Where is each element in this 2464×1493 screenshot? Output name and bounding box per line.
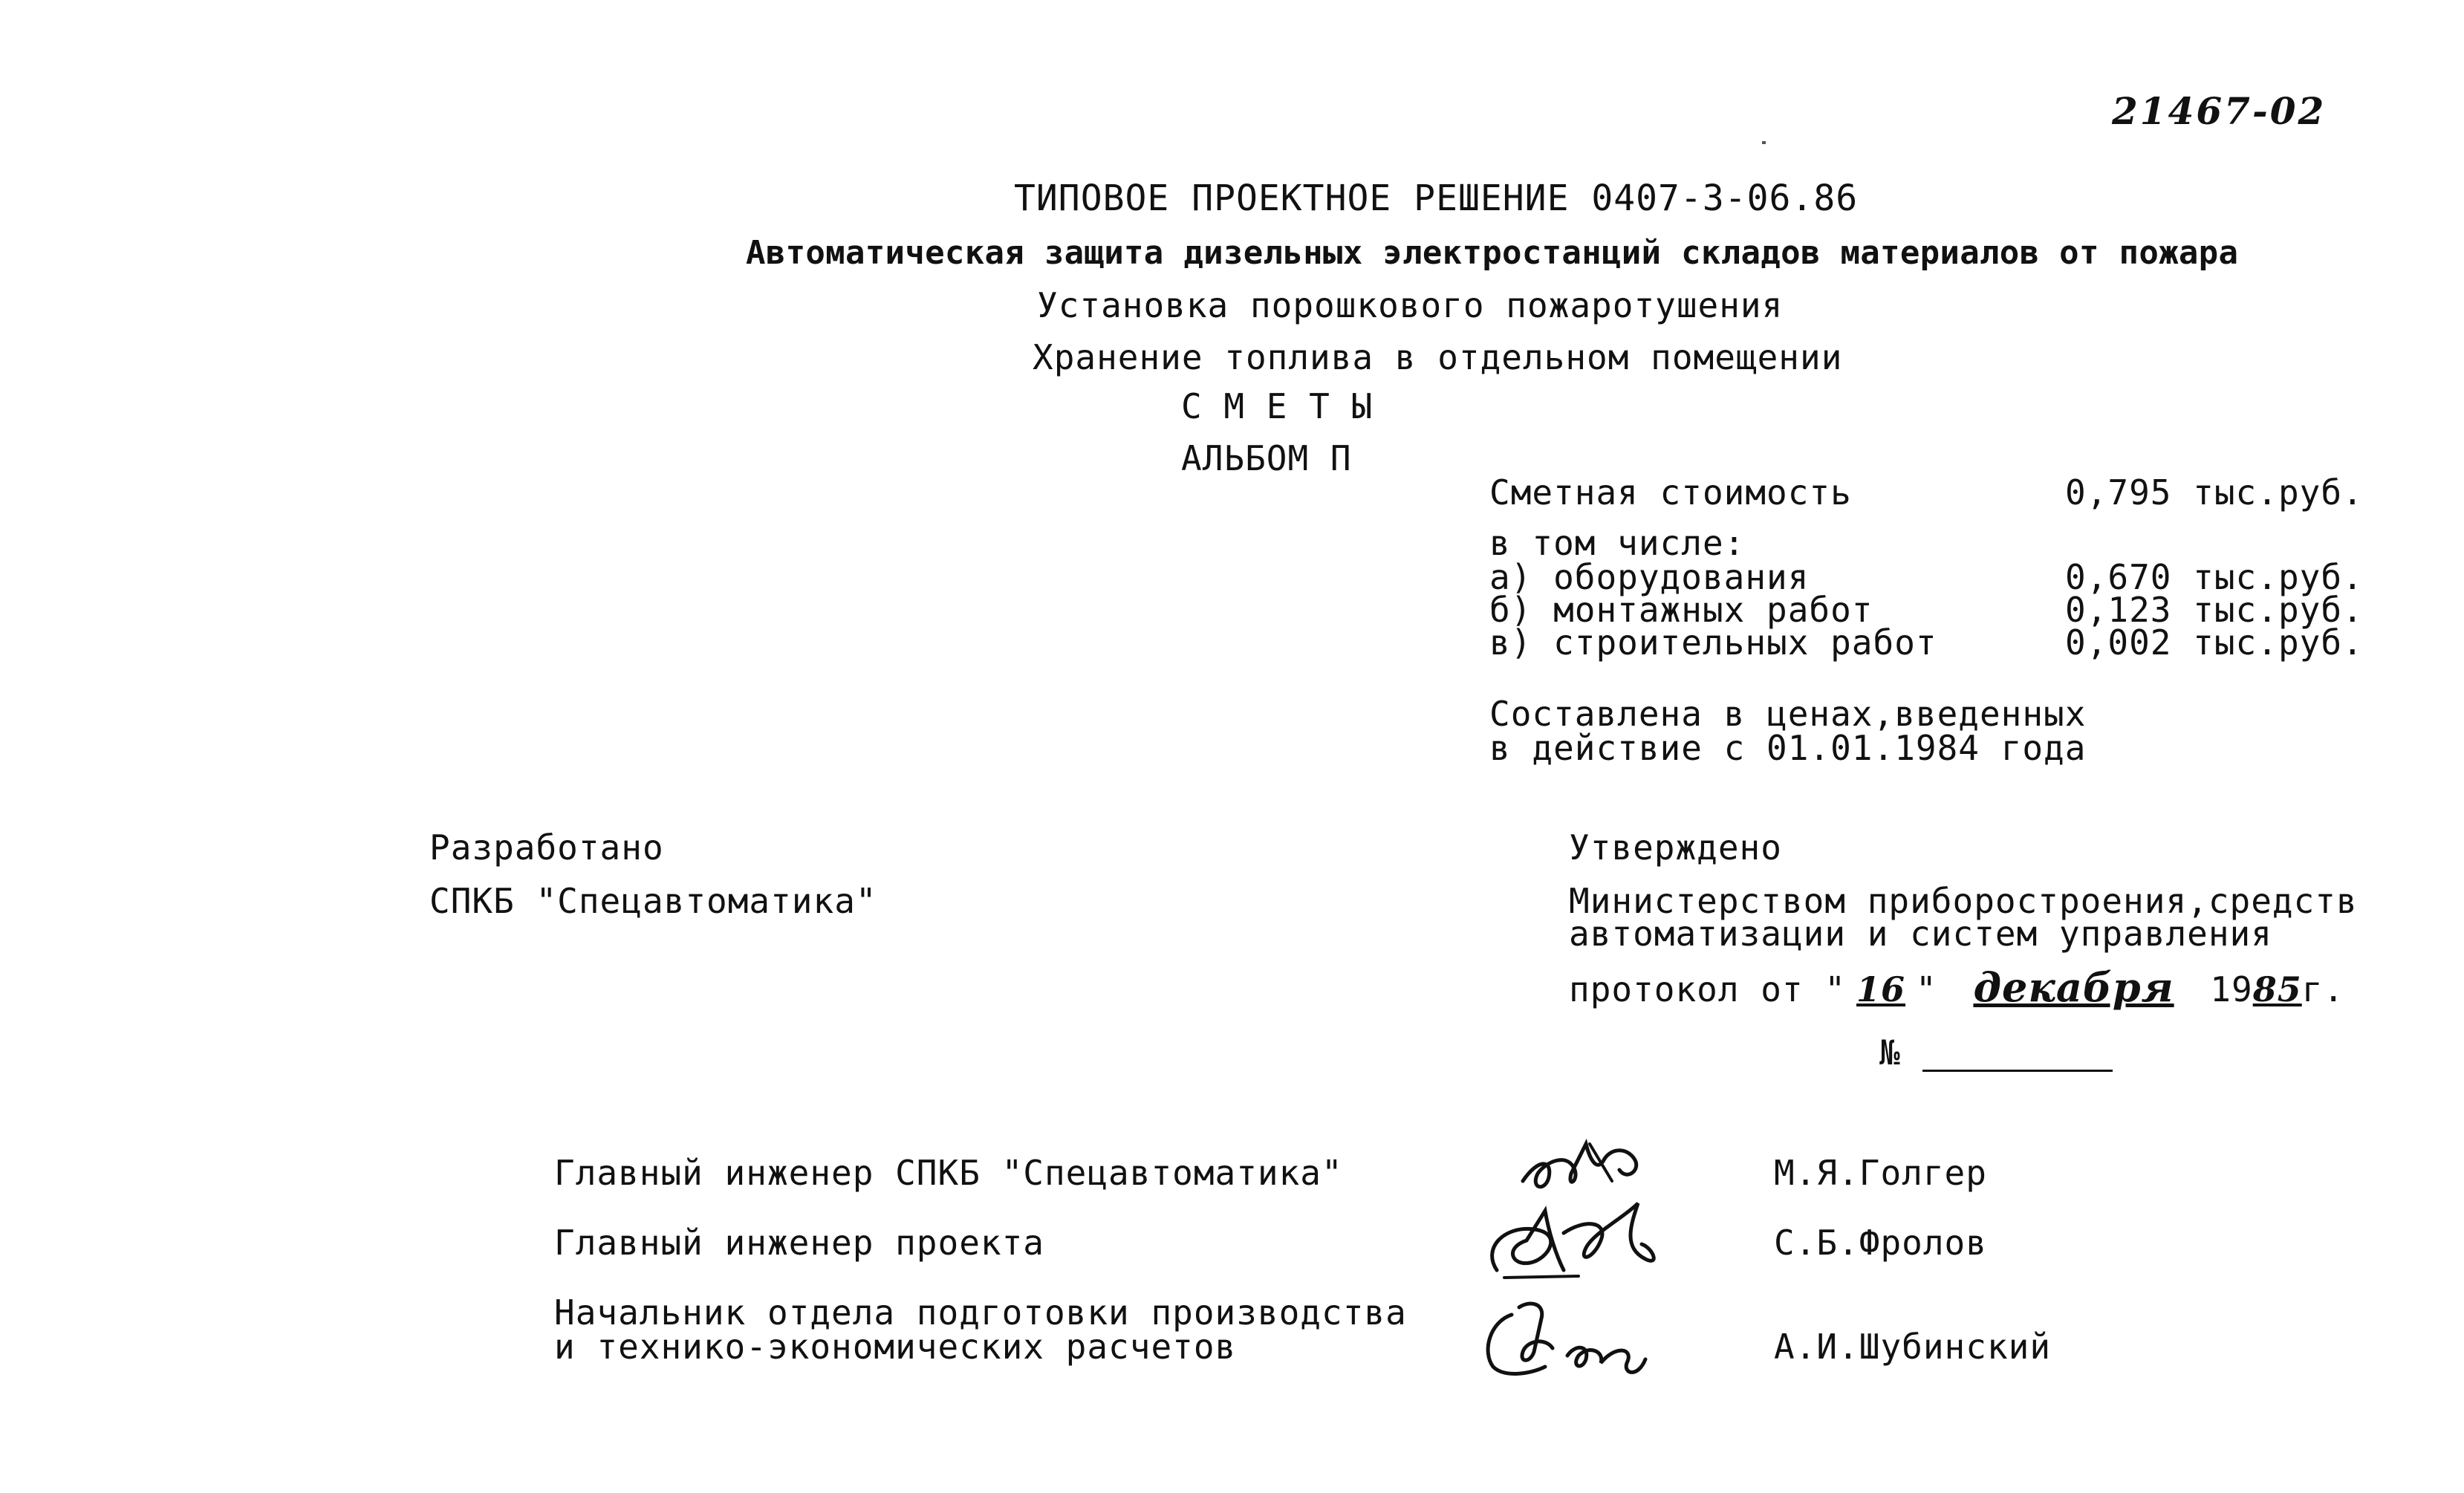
signature-frolov-image: [1475, 1188, 1675, 1292]
header-title: ТИПОВОЕ ПРОЕКТНОЕ РЕШЕНИЕ 0407-3-06.86: [1014, 178, 1859, 219]
protocol-year-prefix: 19: [2188, 969, 2253, 1009]
approved-org-line2: автоматизации и систем управления: [1569, 914, 2272, 954]
header-storage: Хранение топлива в отдельном помещении: [1033, 337, 1843, 377]
header-album: АЛЬБОМ П: [1181, 438, 1352, 478]
prices-note-line2: в действие с 01.01.1984 года: [1489, 728, 2087, 768]
signatory-3-name: А.И.Шубинский: [1774, 1327, 2052, 1367]
developed-label: Разработано: [429, 827, 664, 868]
header-smety: С М Е Т Ы: [1181, 386, 1374, 426]
protocol-line: [1569, 963, 2345, 1011]
developed-org: СПКБ "Спецавтоматика": [429, 881, 877, 921]
signatory-1-position: Главный инженер СПКБ "Спецавтоматика": [554, 1153, 1343, 1193]
prices-note-line1: Составлена в ценах,введенных: [1489, 694, 2087, 734]
signatory-3-position-line2: и технико-экономических расчетов: [554, 1327, 1237, 1367]
cost-including: в том числе:: [1489, 523, 1746, 563]
protocol-year-suffix: 85: [2252, 969, 2302, 1009]
signatory-3-position-line1: Начальник отдела подготовки производства: [554, 1292, 1407, 1333]
header-installation: Установка порошкового пожаротушения: [1037, 285, 1784, 325]
protocol-day: 16: [1856, 969, 1906, 1009]
protocol-month: декабря: [1973, 963, 2174, 1011]
header-subject: Автоматическая защита дизельных электростанций складов материалов от пожара: [746, 234, 2239, 272]
cost-value: 0,795 тыс.руб.: [2065, 472, 2364, 513]
number-sign: №: [1879, 1032, 1901, 1073]
speck: [1762, 141, 1766, 144]
cost-item-equipment-label: а) оборудования: [1489, 557, 1810, 597]
protocol-g: г.: [2301, 969, 2345, 1009]
cost-item-installation-value: 0,123 тыс.руб.: [2065, 590, 2364, 630]
cost-item-installation-label: б) монтажных работ: [1489, 590, 1873, 630]
cost-item-equipment-value: 0,670 тыс.руб.: [2065, 557, 2364, 597]
approved-org-line1: Министерством приборостроения,средств: [1569, 881, 2358, 921]
approved-label: Утверждено: [1569, 827, 1782, 868]
signatory-2-name: С.Б.Фролов: [1774, 1223, 1987, 1263]
number-blank-line: [1922, 1070, 2113, 1072]
signatory-2-position: Главный инженер проекта: [554, 1223, 1044, 1263]
protocol-prefix: протокол от ": [1569, 969, 1847, 1009]
cost-item-construction-label: в) строительных работ: [1489, 622, 1937, 663]
document-number: 21467-02: [2112, 89, 2327, 133]
signatory-1-name: М.Я.Голгер: [1774, 1153, 1987, 1193]
signature-shubinsky-image: [1478, 1292, 1679, 1389]
cost-item-construction-value: 0,002 тыс.руб.: [2065, 622, 2364, 663]
protocol-mid: ": [1916, 969, 1959, 1009]
cost-label: Сметная стоимость: [1489, 472, 1852, 513]
